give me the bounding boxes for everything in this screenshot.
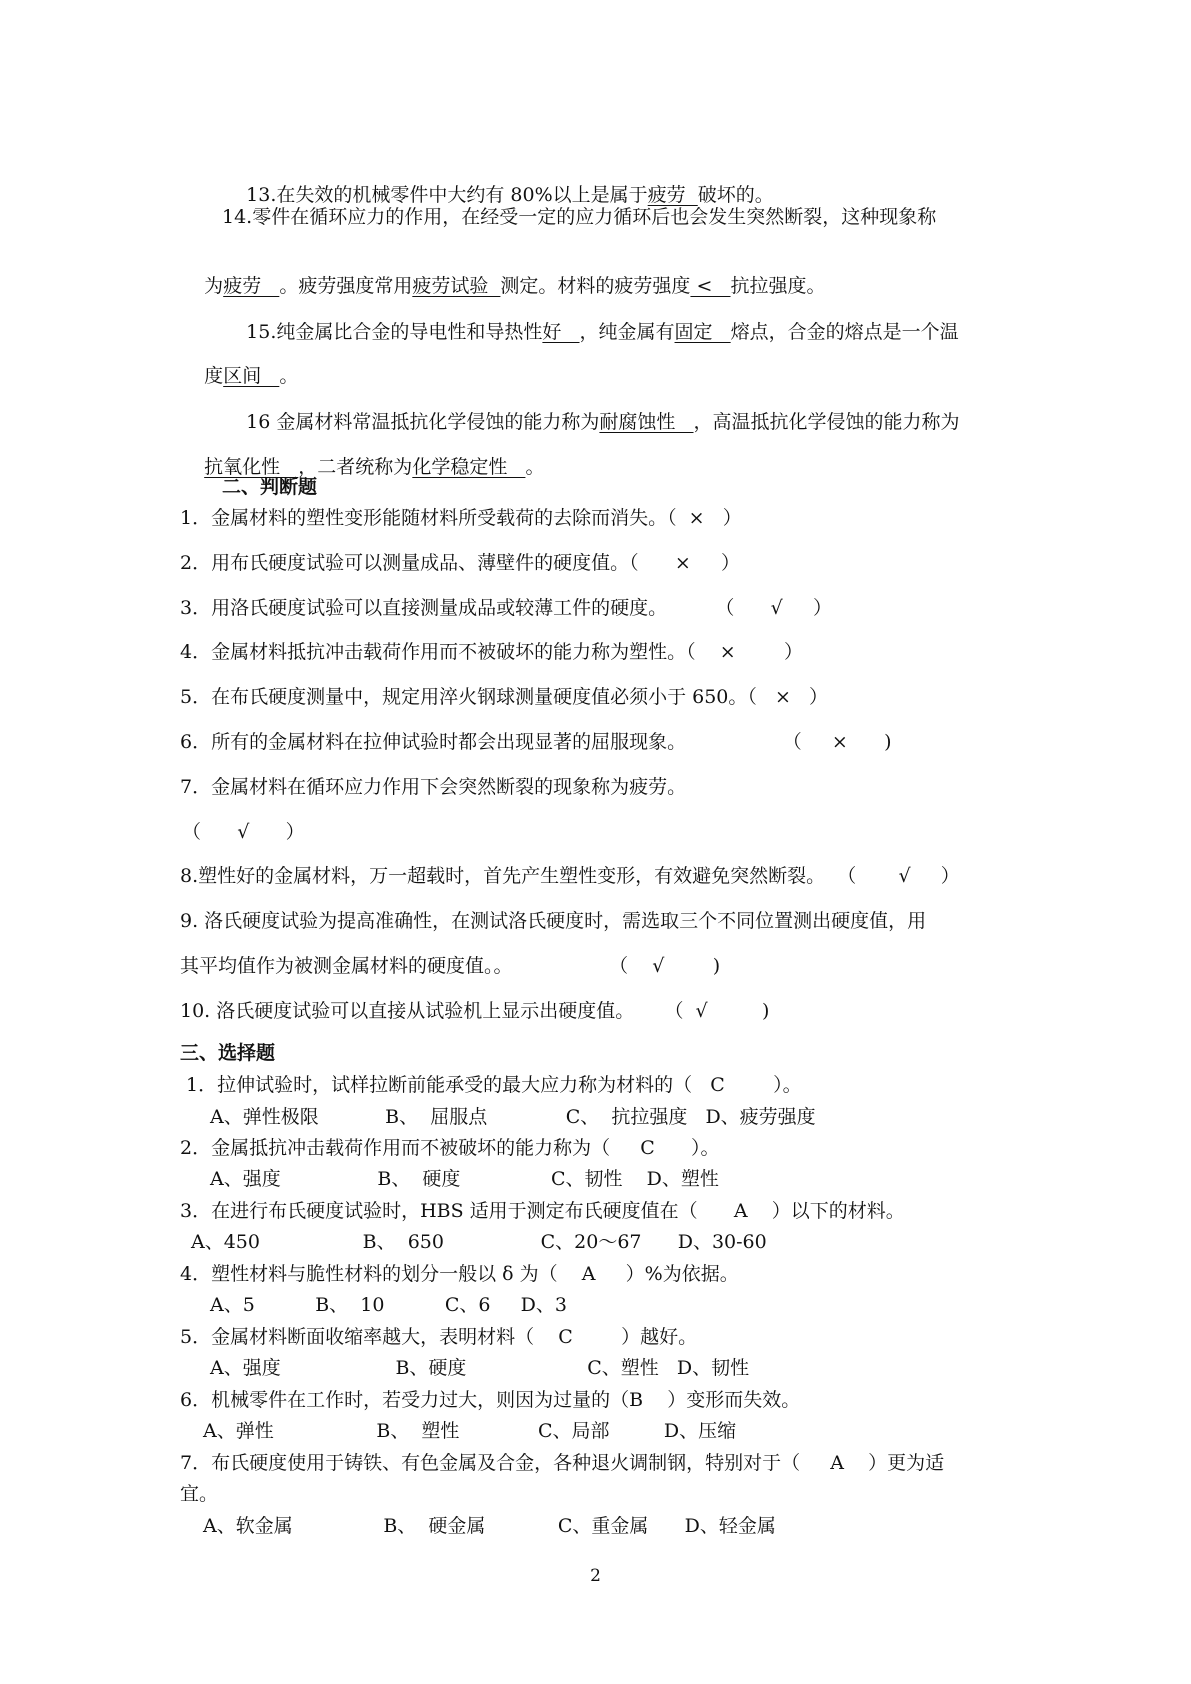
judge-item: 5．在布氏硬度测量中，规定用淬火钢球测量硬度值必须小于 650。（ × ）: [180, 686, 829, 708]
judge-item: 4．金属材料抵抗冲击载荷作用而不被破坏的能力称为塑性。（ × ）: [180, 641, 803, 663]
choice-question: 1．拉伸试验时，试样拉断前能承受的最大应力称为材料的（ C ）。: [180, 1074, 802, 1096]
q16-text-3: ，二者统称为: [298, 456, 413, 478]
q14-text-3: 测定。材料的疲劳强度: [500, 275, 691, 297]
q13-answer: 疲劳: [647, 184, 698, 206]
judge-item: 8.塑性好的金属材料，万一超载时，首先产生塑性变形，有效避免突然断裂。 （ √ ）: [180, 865, 960, 887]
judge-item: （ √ ）: [182, 821, 305, 843]
q15-answer-1: 好: [542, 321, 580, 343]
q15-text: 15.纯金属比合金的导电性和导热性: [246, 321, 543, 343]
judge-item: 7．金属材料在循环应力作用下会突然断裂的现象称为疲劳。: [180, 776, 687, 798]
choice-question-cont: 宜。: [180, 1483, 219, 1505]
page-number: 2: [590, 1566, 601, 1586]
judge-item: 其平均值作为被测金属材料的硬度值。。 （ √ ): [180, 955, 721, 977]
judge-item: 3．用洛氏硬度试验可以直接测量成品或较薄工件的硬度。 （ √ ）: [180, 597, 832, 619]
judge-item: 2．用布氏硬度试验可以测量成品、薄壁件的硬度值。（ × ）: [180, 552, 740, 574]
choice-options: A、5 B、 10 C、6 D、3: [210, 1294, 567, 1316]
choice-options: A、强度 B、 硬度 C、韧性 D、塑性: [210, 1168, 719, 1190]
choice-question: 2．金属抵抗冲击载荷作用而不被破坏的能力称为（ C ）。: [180, 1137, 720, 1159]
q16-text-2: ，高温抵抗化学侵蚀的能力称为: [693, 411, 960, 433]
choice-question: 6．机械零件在工作时，若受力过大，则因为过量的（B ）变形而失效。: [180, 1389, 801, 1411]
q15-text-3: 熔点，合金的熔点是一个温: [730, 321, 959, 343]
choice-options: A、强度 B、硬度 C、塑性 D、韧性: [210, 1357, 750, 1379]
choice-question: 5．金属材料断面收缩率越大，表明材料（ C ）越好。: [180, 1326, 698, 1348]
q13-text: 13.在失效的机械零件中大约有 80%以上是属于: [246, 184, 648, 206]
q13-text-end: 破坏的。: [697, 184, 774, 206]
q16-text: 16 金属材料常温抵抗化学侵蚀的能力称为: [246, 411, 600, 433]
q15-text-2: ，纯金属有: [579, 321, 675, 343]
q14-text-2: 。疲劳强度常用: [279, 275, 413, 297]
choice-question: 3．在进行布氏硬度试验时，HBS 适用于测定布氏硬度值在（ A ）以下的材料。: [180, 1200, 905, 1222]
fill-q14-line1: 14.零件在循环应力的作用，在经受一定的应力循环后也会发生突然断裂，这种现象称: [222, 206, 937, 228]
q15-text-end: 。: [279, 365, 299, 387]
judge-item: 6．所有的金属材料在拉伸试验时都会出现显著的屈服现象。 （ × ): [180, 731, 892, 753]
q14-text-end: 抗拉强度。: [730, 275, 826, 297]
q16-answer-1: 耐腐蚀性: [599, 411, 694, 433]
choice-question: 4．塑性材料与脆性材料的划分一般以 δ 为（ A ）%为依据。: [180, 1263, 739, 1285]
judge-item: 1．金属材料的塑性变形能随材料所受载荷的去除而消失。（ × ）: [180, 507, 742, 529]
judge-item: 9. 洛氏硬度试验为提高准确性，在测试洛氏硬度时，需选取三个不同位置测出硬度值，用: [180, 910, 927, 932]
q14-answer-3: <: [690, 275, 731, 297]
choice-options: A、弹性极限 B、 屈服点 C、 抗拉强度 D、疲劳强度: [210, 1106, 816, 1128]
q15-text-4: 度: [204, 365, 224, 387]
choice-options: A、弹性 B、 塑性 C、局部 D、压缩: [203, 1420, 737, 1442]
q16-answer-2: 抗氧化性: [204, 456, 299, 478]
choice-options: A、软金属 B、 硬金属 C、重金属 D、轻金属: [203, 1515, 776, 1537]
q16-text-end: 。: [525, 456, 545, 478]
section-judge-title: 二、判断题: [222, 476, 318, 498]
q14-answer-1: 疲劳: [223, 275, 280, 297]
q14-answer-2: 疲劳试验: [412, 275, 501, 297]
q14-text: 为: [204, 275, 224, 297]
choice-options: A、450 B、 650 C、20～67 D、30-60: [191, 1231, 767, 1253]
section-choice-title: 三、选择题: [180, 1042, 276, 1064]
judge-item: 10. 洛氏硬度试验可以直接从试验机上显示出硬度值。 （ √ ): [180, 1000, 770, 1022]
q16-answer-3: 化学稳定性: [412, 456, 526, 478]
fill-q15-line1: [222, 296, 959, 368]
q15-answer-2: 固定: [674, 321, 731, 343]
q15-answer-3: 区间: [223, 365, 280, 387]
choice-question: 7．布氏硬度使用于铸铁、有色金属及合金，各种退火调制钢，特别对于（ A ）更为适: [180, 1452, 945, 1474]
